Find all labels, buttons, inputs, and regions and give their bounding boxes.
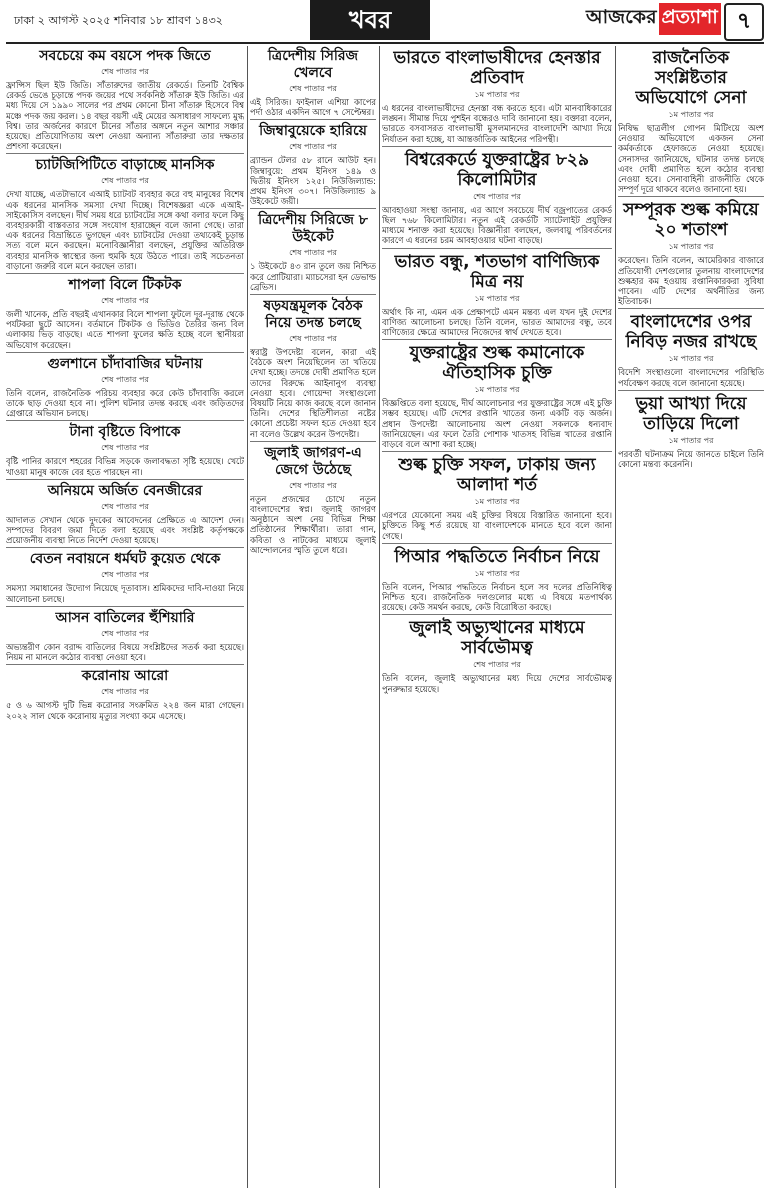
article-body: জলী খানেক, প্রতি বছরই এখানকার বিলে শাপলা ফুটলে দূর-দূরান্ত থেকে পর্যটকরা ছুটে আসেন। বর্তমানে টিকটক ও ভিডিও তৈরির জন্য বিল এলাকায় ভিড় বাড়ছে। এতে শাপলা ফুলের ক্ষতি হচ্ছে বলে স্থানীয়রা অভিযোগ করেছেন। bbox=[6, 309, 244, 350]
issue-date: ঢাকা ২ আগস্ট ২০২৫ শনিবার ১৮ শ্রাবণ ১৪৩২ bbox=[14, 14, 223, 27]
column-divider bbox=[379, 46, 380, 1188]
article-headline: জিম্বাবুয়েকে হারিয়ে bbox=[259, 123, 367, 140]
article-body: নিষিদ্ধ ছাত্রলীগ গোপন মিটিংয়ে অংশ নেওয়ার অভিযোগে একজন সেনা কর্মকর্তাকে হেফাজতে নেওয়া হয়েছে। সেনাসদর জানিয়েছে, ঘটনার তদন্ত চলছে এবং দোষী প্রমাণিত হলে কঠোর ব্যবস্থা নেওয়া হবে। সেনাবাহিনী রাজনীতি থেকে সম্পূর্ণ দূরে থাকবে বলেও জানানো হয়। bbox=[618, 123, 764, 195]
news-article bbox=[618, 394, 764, 471]
news-article bbox=[250, 123, 376, 209]
article-headline: বিশ্বরেকর্ডে যুক্তরাষ্ট্রের ৮২৯ কিলোমিটার bbox=[404, 149, 589, 190]
column-1 bbox=[6, 46, 244, 1188]
article-headline: চ্যাটজিপিটিতে বাড়াচ্ছে মানসিক bbox=[35, 157, 215, 174]
newspaper-logo bbox=[586, 4, 721, 34]
news-article bbox=[6, 610, 244, 665]
article-body: তিনি বলেন, পিআর পদ্ধতিতে নির্বাচন হলে সব দলের প্রতিনিধিত্ব নিশ্চিত হবে। রাজনৈতিক দলগুলোর মধ্যে এ বিষয়ে মতপার্থক্য রয়েছে। কেউ সমর্থন করছে, কেউ বিরোধিতা করছে। bbox=[382, 581, 612, 613]
article-headline: ভুয়া আখ্যা দিয়ে তাড়িয়ে দিলো bbox=[635, 393, 747, 434]
article-headline: টানা বৃষ্টিতে বিপাকে bbox=[69, 424, 181, 441]
logo-text: আজকের bbox=[586, 6, 657, 28]
article-headline: ত্রিদেশীয় সিরিজ খেলবে bbox=[267, 48, 359, 81]
news-article bbox=[250, 48, 376, 120]
column-3 bbox=[382, 46, 612, 1188]
article-continuation: শেষ পাতার পর bbox=[101, 443, 149, 453]
article-headline: শুল্ক চুক্তি সফল, ঢাকায় জন্য আলাদা শর্ত bbox=[398, 455, 596, 496]
news-article bbox=[6, 277, 244, 353]
article-headline: শাপলা বিলে টিকটক bbox=[68, 277, 182, 294]
article-continuation: শেষ পাতার পর bbox=[289, 248, 337, 258]
news-article bbox=[618, 48, 764, 197]
article-continuation: শেষ পাতার পর bbox=[289, 334, 337, 344]
news-article bbox=[6, 356, 244, 422]
article-body: সমস্যা সমাধানের উদ্যোগ নিয়েছে দূতাবাস। শ্রমিকদের দাবি-দাওয়া নিয়ে আলোচনা চলছে। bbox=[6, 583, 244, 604]
article-headline: ভারত বন্ধু, শতভাগ বাণিজ্যিক মিত্র নয় bbox=[394, 251, 600, 292]
news-article bbox=[6, 157, 244, 274]
article-body: অভ্যন্তরীণ কোন বরাদ্দ বাতিলের বিষয়ে সংশ্লিষ্টদের সতর্ক করা হয়েছে। নিয়ম না মানলে কঠোর ব্যবস্থা নেওয়া হবে। bbox=[6, 641, 244, 663]
article-body: বিদেশি সংস্থাগুলো বাংলাদেশের পরিস্থিতি পর্যবেক্ষণ করছে বলে জানানো হয়েছে। bbox=[618, 367, 764, 388]
article-headline: সম্পূরক শুল্ক কমিয়ে ২০ শতাংশ bbox=[623, 200, 759, 241]
article-continuation: ১ম পাতার পর bbox=[668, 242, 714, 252]
article-body: তিনি বলেন, রাজনৈতিক পরিচয় ব্যবহার করে কেউ চাঁদাবাজি করলে তাকে ছাড় দেওয়া হবে না। পুলিশ ঘটনার তদন্ত করছে এবং জড়িতদের গ্রেপ্তারে অভিযান চলছে। bbox=[6, 387, 244, 419]
article-continuation: ১ম পাতার পর bbox=[474, 497, 520, 507]
news-article bbox=[6, 551, 244, 606]
article-continuation: ১ম পাতার পর bbox=[474, 568, 520, 578]
article-continuation: ১ম পাতার পর bbox=[668, 435, 714, 445]
article-continuation: শেষ পাতার পর bbox=[101, 67, 149, 76]
article-body: করেছেন। তিনি বলেন, আমেরিকার বাজারে প্রতিযোগী দেশগুলোর তুলনায় বাংলাদেশের শুল্কহার কম হওয়ায় রপ্তানিকারকরা সুবিধা পাবেন। এটি দেশের অর্থনীতির জন্য ইতিবাচক। bbox=[618, 255, 764, 307]
article-headline: ভারতে বাংলাভাষীদের হেনস্তার প্রতিবাদ bbox=[393, 48, 601, 88]
article-continuation: শেষ পাতার পর bbox=[473, 660, 521, 670]
article-headline: জুলাই অভ্যুত্থানের মাধ্যমে সার্বভৌমত্ব bbox=[409, 618, 585, 659]
section-title: খবর bbox=[310, 0, 430, 40]
article-continuation: শেষ পাতার পর bbox=[101, 296, 149, 306]
news-article bbox=[250, 298, 376, 442]
logo-highlight: প্রত্যাশা bbox=[659, 3, 721, 35]
article-body: আদালত সেখান থেকে দুদকের আবেদনের প্রেক্ষিতে এ আদেশ দেন। সম্পদের বিবরণ জমা দিতে বলা হয়েছে এবং সংশ্লিষ্ট কর্তৃপক্ষকে প্রয়োজনীয় ব্যবস্থা নিতে নির্দেশ দেওয়া হয়েছে। bbox=[6, 514, 244, 546]
article-body: এ ধরনের বাংলাভাষীদের হেনস্তা বন্ধ করতে হবে। এটা মানবাধিকারের লঙ্ঘন। সীমান্ত দিয়ে পুশইন বন্ধেরও দাবি জানানো হয়। বক্তারা বলেন, ভারতে বসবাসরত বাংলাভাষী মুসলমানদের বাংলাদেশি আখ্যা দিয়ে নির্যাতন করা হচ্ছে, যা আন্তর্জাতিক আইনের পরিপন্থী। bbox=[382, 103, 612, 144]
news-article bbox=[618, 312, 764, 390]
article-continuation: শেষ পাতার পর bbox=[101, 628, 149, 638]
news-article bbox=[382, 150, 612, 249]
article-body: দেখা যাচ্ছে, এতটাভাবে এআই চ্যাটবট ব্যবহার করে বহু মানুষের বিশেষ এক ধরনের মানসিক সমস্যা দেখা দিচ্ছে। বিশেষজ্ঞরা একে এআই-সাইকোসিস বলছেন। দীর্ঘ সময় ধরে চ্যাটবটের সঙ্গে কথা বলার ফলে কিছু ব্যবহারকারী বাস্তবতার সঙ্গে সংযোগ হারাচ্ছেন বলে জানা গেছে। তারা এক ধরনের বিভ্রান্তিতে ভুগছেন এবং চ্যাটবটের দেওয়া তথ্যকেই চূড়ান্ত সত্য বলে মনে করছেন। মনোবিজ্ঞানীরা বলছেন, প্রযুক্তির অতিরিক্ত ব্যবহার মানসিক স্বাস্থ্যের জন্য হুমকি হয়ে উঠতে পারে। তাই সচেতনতা বাড়ানো জরুরি বলে মনে করছেন তারা। bbox=[6, 189, 244, 271]
article-body: ব্র্যান্ডন টেলর ৫৮ রানে আউট হন। জিম্বাবুয়ে: প্রথম ইনিংস ১৪৯ ও দ্বিতীয় ইনিংস ১২৫। নিউজিল্যান্ড: প্রথম ইনিংস ৩০৭। নিউজিল্যান্ড ৯ উইকেটে জয়ী। bbox=[250, 155, 376, 207]
news-article bbox=[382, 252, 612, 341]
article-continuation: ১ম পাতার পর bbox=[474, 385, 520, 395]
column-divider bbox=[247, 46, 248, 1188]
news-article bbox=[382, 343, 612, 452]
article-body: এরপরে যেকোনো সময় এই চুক্তির বিষয়ে বিস্তারিত জানানো হবে। চুক্তিতে কিছু শর্ত রয়েছে যা বাংলাদেশকে মানতে হবে বলে জানা গেছে। bbox=[382, 510, 612, 541]
article-body: অর্থাৎ কি না, এমন এক প্রেক্ষাপটে এমন মন্তব্য এল যখন দুই দেশের বাণিজ্য আলোচনা চলছে। তিনি বলেন, ভারত আমাদের বন্ধু, তবে বাণিজ্যের ক্ষেত্রে আমাদের নিজেদের স্বার্থ দেখতে হবে। bbox=[382, 306, 612, 338]
article-continuation: শেষ পাতার পর bbox=[101, 501, 149, 511]
news-article bbox=[618, 200, 764, 309]
news-article bbox=[250, 445, 376, 557]
article-headline: পিআর পদ্ধতিতে নির্বাচন নিয়ে bbox=[394, 546, 600, 567]
article-headline: রাজনৈতিক সংশ্লিষ্টতার অভিযোগে সেনা bbox=[635, 48, 747, 108]
page-number: ৭ bbox=[724, 3, 764, 41]
column-2 bbox=[250, 46, 376, 1188]
article-body: ১ উইকেটে ৪৩ রান তুলে জয় নিশ্চিত করে প্রোটিয়ারা। ম্যাচসেরা হন ডেভাল্ড ব্রেভিস। bbox=[250, 261, 376, 292]
article-headline: ত্রিদেশীয় সিরিজে ৮ উইকেট bbox=[258, 212, 368, 246]
news-article bbox=[382, 48, 612, 147]
article-headline: বেতন নবায়নে ধর্মঘট কুয়েত থেকে bbox=[29, 551, 221, 568]
article-continuation: শেষ পাতার পর bbox=[473, 191, 521, 201]
article-continuation: শেষ পাতার পর bbox=[101, 176, 149, 186]
column-4 bbox=[618, 46, 764, 1188]
news-article bbox=[6, 48, 244, 154]
news-article bbox=[382, 455, 612, 544]
article-continuation: শেষ পাতার পর bbox=[101, 687, 149, 697]
article-continuation: শেষ পাতার পর bbox=[289, 142, 337, 152]
article-body: স্বরাষ্ট্র উপদেষ্টা বলেন, কারা এই বৈঠকে অংশ নিয়েছিলেন তা খতিয়ে দেখা হচ্ছে। তদন্তে দোষী প্রমাণিত হলে তাদের বিরুদ্ধে আইনানুগ ব্যবস্থা নেওয়া হবে। গোয়েন্দা সংস্থাগুলো বিষয়টি নিয়ে কাজ করছে বলে জানান তিনি। দেশের স্থিতিশীলতা নষ্টের কোনো প্রচেষ্টা সফল হতে দেওয়া হবে না বলেও উল্লেখ করেন উপদেষ্টা। bbox=[250, 347, 376, 439]
article-body: বিজ্ঞপ্তিতে বলা হয়েছে, দীর্ঘ আলোচনার পর যুক্তরাষ্ট্রের সঙ্গে এই চুক্তি সম্ভব হয়েছে। এটি দেশের রপ্তানি খাতের জন্য একটি বড় অর্জন। প্রধান উপদেষ্টা আলোচনায় অংশ নেওয়া সকলকে ধন্যবাদ জানিয়েছেন। এর ফলে তৈরি পোশাক খাতসহ বিভিন্ন খাতের রপ্তানি বাড়বে বলে আশা করা হচ্ছে। bbox=[382, 398, 612, 450]
article-headline: ষড়যন্ত্রমূলক বৈঠক নিয়ে তদন্ত চলছে bbox=[263, 298, 363, 332]
article-headline: সবচেয়ে কম বয়সে পদক জিতে bbox=[39, 48, 211, 64]
article-body: আবহাওয়া সংস্থা জানায়, এর আগে সবচেয়ে দীর্ঘ বজ্রপাতের রেকর্ড ছিল ৭৬৮ কিলোমিটার। নতুন এই রেকর্ডটি স্যাটেলাইট প্রযুক্তির মাধ্যমে শনাক্ত করা হয়েছে। বিজ্ঞানীরা বলছেন, জলবায়ু পরিবর্তনের কারণে এ ধরনের চরম আবহাওয়ার ঘটনা বাড়ছে। bbox=[382, 204, 612, 246]
article-headline: গুলশানে চাঁদাবাজির ঘটনায় bbox=[47, 355, 203, 372]
article-continuation: ১ম পাতার পর bbox=[668, 354, 714, 364]
article-continuation: ১ম পাতার পর bbox=[474, 90, 520, 99]
article-body: পরবর্তী ঘটনাক্রম নিয়ে জানতে চাইলে তিনি কোনো মন্তব্য করেননি। bbox=[618, 448, 764, 470]
article-body: ৫ ও ৬ আগস্ট দুটি ভিন্ন করোনার সংক্রমিত ২২৪ জন মারা গেছেন। ২০২২ সাল থেকে করোনায় মৃত্যুর সংখ্যা কমে এসেছে। bbox=[6, 700, 244, 721]
article-body: এই সিরিজ। ফাইনাল এশিয়া কাপের পর্দা ওঠার একদিন আগে ৭ সেপ্টেম্বর। bbox=[250, 97, 376, 118]
article-continuation: শেষ পাতার পর bbox=[101, 570, 149, 580]
article-headline: করোনায় আরো bbox=[81, 668, 169, 685]
article-headline: অনিয়মে অর্জিত বেনজীরের bbox=[47, 482, 203, 499]
article-headline: জুলাই জাগরণ-এ জেগে উঠেছে bbox=[264, 444, 362, 478]
article-body: ফ্রান্সিস ছিল ইউ জিতি। সাঁতারুদের জাতীয় রেকর্ডে। তিনটি বৈশ্বিক রেকর্ড ভেঙে চূড়ান্তে পদক জয়ের পথে সর্বকনিষ্ঠ সাঁতারু ইউ জিতি। এর মধ্য দিয়ে সে ১৯৯০ সালের পর প্রথম কোনো চীনা সাঁতারু হিসেবে বিশ্ব মঞ্চে পদক জয় করল। ১৪ বছর বয়সী এই মেয়ের অসাধারণ সাফল্যে মুগ্ধ বিশ্ব। তার অর্জনের কারণে চীনের সাঁতার অঙ্গনে নতুন আশার সঞ্চার হয়েছে। প্রতিযোগিতায় অংশ নেওয়া অন্যান্য সাঁতারুরা তার দক্ষতার প্রশংসা করেছেন। bbox=[6, 80, 244, 152]
masthead bbox=[6, 0, 764, 44]
article-body: তিনি বলেন, জুলাই অভ্যুত্থানের মধ্য দিয়ে দেশের সার্বভৌমত্ব পুনরুদ্ধার হয়েছে। bbox=[382, 673, 612, 694]
article-headline: যুক্তরাষ্ট্রের শুল্ক কমানোকে ঐতিহাসিক চুক্তি bbox=[409, 343, 585, 384]
column-divider bbox=[615, 46, 616, 1188]
article-continuation: ১ম পাতার পর bbox=[474, 293, 520, 303]
article-continuation: শেষ পাতার পর bbox=[101, 374, 149, 384]
article-body: নতুন প্রজন্মের চোখে নতুন বাংলাদেশের স্বপ্ন। জুলাই জাগরণ অনুষ্ঠানে অংশ নেয় বিভিন্ন শিক্ষা প্রতিষ্ঠানের শিক্ষার্থীরা। তারা গান, কবিতা ও নাটকের মাধ্যমে জুলাই আন্দোলনের স্মৃতি তুলে ধরে। bbox=[250, 493, 376, 555]
article-body: বৃষ্টি পানির কারণে শহরের বিভিন্ন সড়কে জলাবদ্ধতা সৃষ্টি হয়েছে। খেটে খাওয়া মানুষ কাজে বের হতে পারছেন না। bbox=[6, 456, 244, 477]
article-continuation: শেষ পাতার পর bbox=[289, 480, 337, 490]
news-article bbox=[382, 618, 612, 695]
news-article bbox=[382, 547, 612, 616]
news-article bbox=[6, 424, 244, 479]
news-article bbox=[6, 483, 244, 549]
news-article bbox=[6, 668, 244, 722]
news-article bbox=[250, 212, 376, 295]
article-headline: বাংলাদেশের ওপর নিবিড় নজর রাখছে bbox=[625, 312, 757, 353]
article-continuation: ১ম পাতার পর bbox=[668, 110, 714, 119]
article-headline: আসন বাতিলের হুঁশিয়ারি bbox=[55, 609, 195, 626]
article-continuation: শেষ পাতার পর bbox=[289, 84, 337, 93]
